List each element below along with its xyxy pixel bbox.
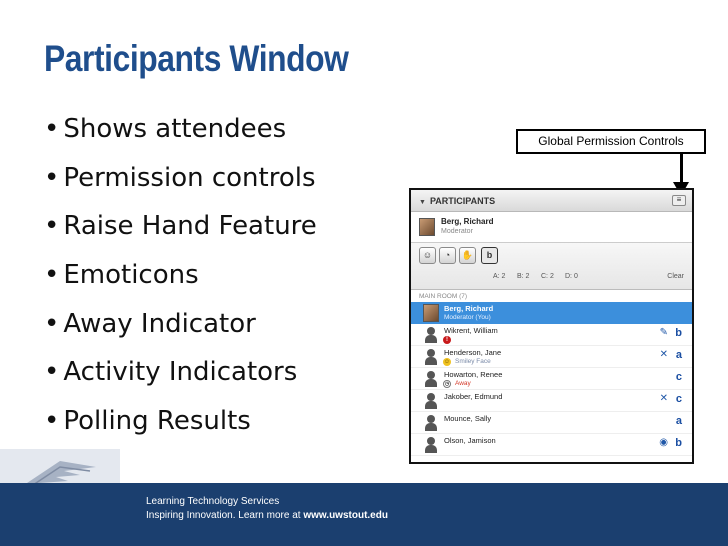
person-icon [425,349,436,365]
footer-link[interactable]: www.uwstout.edu [303,510,388,521]
poll-answer: c [675,371,682,383]
person-icon [425,437,436,453]
bullet-item: • Shows attendees [44,114,287,144]
smiley-icon: ☺ [443,359,451,365]
person-icon [425,371,436,387]
participant-row[interactable]: Mounce, Sally a [411,412,692,434]
avatar [419,218,435,236]
poll-stat-d: D: 0 [565,273,578,280]
global-permission-controls [411,242,692,290]
person-icon [425,415,436,431]
mic-muted-icon: ✕ [659,349,668,360]
bullet-item: • Emoticons [44,260,199,291]
participant-row[interactable]: Howarton, Renee ◷ Away c [411,368,692,390]
participant-row[interactable]: Henderson, Jane ☺ Smiley Face ✕ a [411,346,692,368]
room-header: MAIN ROOM (7) [419,293,468,300]
panel-menu-button[interactable]: ≡ [672,195,686,206]
self-name: Berg, Richard [441,217,494,226]
avatar [423,304,439,322]
poll-answer: c [675,393,682,405]
away-clock-icon: ◷ [444,381,450,387]
poll-stat-c: C: 2 [541,273,554,280]
mic-muted-icon: ✕ [659,393,668,404]
footer-line1: Learning Technology Services [146,496,280,507]
bullet-item: • Polling Results [44,406,251,437]
footer-line2: Inspiring Innovation. Learn more at www.uwstout.edu [146,510,388,521]
poll-answer: b [675,327,682,339]
panel-header: ▼ PARTICIPANTS ≡ [411,190,692,212]
bullet-item: • Away Indicator [44,308,256,339]
pencil-icon: ✎ [659,327,668,338]
bullet-item: • Raise Hand Feature [44,211,317,242]
participants-panel [409,188,694,464]
bullet-item: • Permission controls [44,162,316,193]
away-icon[interactable]: ◔ [439,247,456,264]
poll-answer: b [675,437,682,449]
person-icon [425,393,436,409]
poll-stat-a: A: 2 [493,273,506,280]
poll-answer: a [675,415,682,427]
slide-title: Participants Window [44,38,349,79]
clear-button[interactable]: Clear [667,273,684,280]
participant-row[interactable]: Jakober, Edmund ✕ c [411,390,692,412]
smiley-icon[interactable]: ☺ [419,247,436,264]
callout-arrow [680,154,683,184]
raise-hand-icon[interactable]: ✋ [459,247,476,264]
webcam-icon: ◉ [659,437,668,448]
bullet-list [44,113,317,454]
collapse-triangle-icon[interactable]: ▼ [419,199,426,206]
polling-b-icon[interactable]: b [481,247,498,264]
participant-row[interactable]: Wikrent, William ! ✎ b [411,324,692,346]
poll-answer: a [675,349,682,361]
footer-bar [0,483,728,546]
bullet-item: • Activity Indicators [44,357,298,388]
callout-global-permission: Global Permission Controls [516,129,706,154]
self-info [417,216,686,239]
participant-row[interactable]: Olson, Jamison ◉ b [411,434,692,456]
person-icon [425,327,436,343]
activity-alert-icon: ! [443,336,451,344]
self-role: Moderator [441,228,473,235]
poll-stat-b: B: 2 [517,273,530,280]
participant-row[interactable]: Berg, Richard Moderator (You) [411,302,692,324]
